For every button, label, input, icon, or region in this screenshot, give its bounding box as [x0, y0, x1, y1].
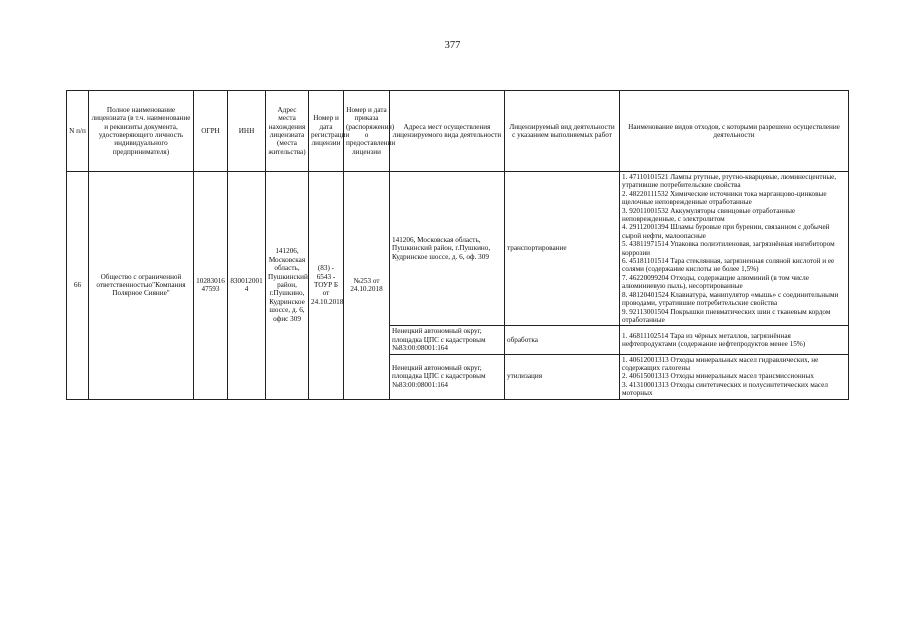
- page-number: 377: [444, 40, 461, 51]
- registration-value: (83) - 6543 - ТОУР Б от 24.10.2018: [309, 172, 344, 400]
- activity-type: обработка: [505, 326, 620, 354]
- waste-item: 1. 46811102514 Тара из чёрных металлов, загрязнённая нефтепродуктами (содержание нефтепродуктов менее 15%): [622, 331, 806, 348]
- waste-item: 7. 46220099204 Отходы, содержащие алюминий (в том числе алюминиевую пыль), несортированные: [622, 273, 809, 291]
- header-order: Номер и дата приказа (распоряжения) о предоставлении лицензии: [344, 91, 390, 172]
- header-inn: ИНН: [228, 91, 266, 172]
- header-ogrn: ОГРН: [194, 91, 228, 172]
- license-registry-table: [66, 90, 849, 400]
- order-value: №253 от 24.10.2018: [344, 172, 390, 400]
- waste-item: 1. 40612001313 Отходы минеральных масел гидравлических, не содержащих галогены: [622, 355, 819, 372]
- row-number: 66: [67, 172, 89, 400]
- ogrn-value: 1028301647593: [194, 172, 228, 400]
- activity-address: Ненецкий автономный округ, площадка ЦПС с кадастровым №83:00:08001:164: [390, 354, 505, 399]
- header-row: [67, 91, 849, 172]
- waste-item: 1. 47110101521 Лампы ртутные, ртутно-кварцевые, люминесцентные, утратившие потребительские свойства: [622, 173, 837, 190]
- header-num: N п/п: [67, 91, 89, 172]
- waste-item: 3. 41310001313 Отходы синтетических и полусинтетических масел моторных: [622, 380, 828, 398]
- waste-item: 2. 40615001313 Отходы минеральных масел трансмиссионных: [622, 372, 814, 381]
- licensee-name: Общество с ограниченной ответственностью"Компания Полярное Сияние": [89, 172, 194, 400]
- waste-list: [620, 172, 849, 326]
- inn-value: 8300120014: [228, 172, 266, 400]
- activity-address: 141206, Московская область, Пушкинский район, г.Пушкино, Кудринское шоссе, д. 6, оф. 309: [390, 172, 505, 326]
- waste-item: 2. 48220111532 Химические источники тока марганцово-цинковые щелочные неповрежденные отработанные: [622, 189, 827, 207]
- header-name: Полное наименование лицензиата (в т.ч. наименование и реквизиты документа, удостоверяющего личность индивидуального предпринимателя): [89, 91, 194, 172]
- waste-item: 8. 48120401524 Клавиатура, манипулятор «мышь» с соединительными проводами, утратившие потребительские свойства: [622, 290, 839, 308]
- waste-item: 3. 92011001532 Аккумуляторы свинцовые отработанные неповрежденные, с электролитом: [622, 206, 796, 224]
- header-waste: Наименование видов отходов, с которыми разрешено осуществление деятельности: [620, 91, 849, 172]
- waste-list: [620, 354, 849, 399]
- table-row: [67, 172, 849, 326]
- waste-item: 9. 92113001504 Покрышки пневматических шин с тканевым кордом отработанные: [622, 307, 831, 324]
- licensee-address: 141206, Московская область, Пушкинский район, г.Пушкино, Кудринское шоссе, д. 6, офис 309: [266, 172, 309, 400]
- waste-list: [620, 326, 849, 354]
- activity-type: транспортирование: [505, 172, 620, 326]
- activity-type: утилизация: [505, 354, 620, 399]
- waste-item: 4. 29112001394 Шламы буровые при бурении, связанном с добычей сырой нефти, малоопасные: [622, 223, 830, 240]
- header-activity-address: Адреса мест осуществления лицензируемого вида деятельности: [390, 91, 505, 172]
- activity-address: Ненецкий автономный округ, площадка ЦПС с кадастровым №83:00:08001:164: [390, 326, 505, 354]
- waste-item: 6. 45181101514 Тара стеклянная, загрязненная соляной кислотой и ее солями (содержание кислоты не более 1,5%): [622, 257, 835, 274]
- header-registration: Номер и дата регистрации лицензии: [309, 91, 344, 172]
- header-activity: Лицензируемый вид деятельности с указанием выполняемых работ: [505, 91, 620, 172]
- header-address: Адрес места нахождения лицензиата (места жительства): [266, 91, 309, 172]
- waste-item: 5. 43811971514 Упаковка полиэтиленовая, загрязнённая ингибитором коррозии: [622, 240, 835, 257]
